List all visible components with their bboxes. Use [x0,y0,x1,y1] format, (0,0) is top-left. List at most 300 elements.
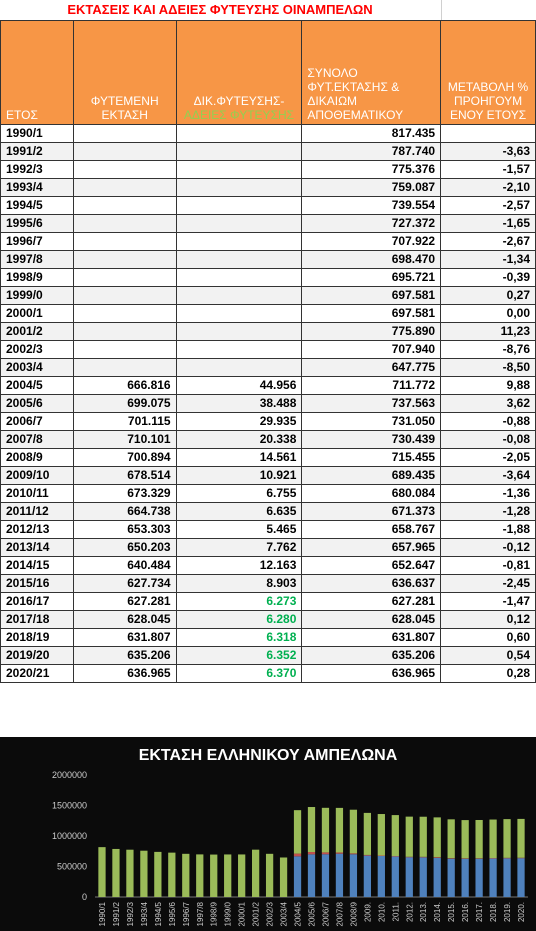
cell-planted [73,359,176,377]
cell-planted: 628.045 [73,611,176,629]
cell-rights [176,215,302,233]
header-total: ΣΥΝΟΛΟ ΦΥΤ.ΕΚΤΑΣΗΣ & ΔΙΚΑΙΩΜ ΑΠΟΘΕΜΑΤΙΚΟΥ [302,21,441,125]
cell-year: 2010/11 [1,485,74,503]
x-tick-label: 1992/3 [125,902,135,927]
x-tick-label: 2012. [405,902,415,923]
cell-year: 2011/12 [1,503,74,521]
x-tick-label: 2019. [503,902,513,923]
cell-planted [73,323,176,341]
bar-segment [322,808,329,853]
bar-segment [98,847,105,897]
y-tick-label: 0 [81,892,87,902]
cell-planted: 627.734 [73,575,176,593]
cell-year: 2017/18 [1,611,74,629]
cell-total: 628.045 [302,611,441,629]
cell-change: -3,64 [441,467,536,485]
cell-year: 1993/4 [1,179,74,197]
bar-segment [350,810,357,854]
cell-planted: 636.965 [73,665,176,683]
x-tick-label: 2000/1 [237,902,247,927]
cell-total: 727.372 [302,215,441,233]
cell-rights [176,197,302,215]
table-row [1,431,536,449]
bar-segment [448,819,455,858]
cell-year: 1995/6 [1,215,74,233]
cell-rights: 6.273 [176,593,302,611]
bar-segment [392,815,399,856]
x-tick-label: 1994/5 [153,902,163,927]
cell-change: -1,57 [441,161,536,179]
bar-segment [448,858,455,859]
cell-rights: 7.762 [176,539,302,557]
cell-planted [73,161,176,179]
bar-segment [322,852,329,854]
cell-total: 636.965 [302,665,441,683]
cell-change: -3,63 [441,143,536,161]
header-row [1,21,536,125]
cell-total: 680.084 [302,485,441,503]
cell-change: -8,76 [441,341,536,359]
cell-year: 1996/7 [1,233,74,251]
cell-change: -2,05 [441,449,536,467]
cell-change: -0,39 [441,269,536,287]
x-tick-label: 2005/6 [307,902,317,927]
cell-year: 2016/17 [1,593,74,611]
table-row [1,611,536,629]
bar-segment [420,857,427,858]
cell-total: 775.376 [302,161,441,179]
cell-year: 1998/9 [1,269,74,287]
cell-planted: 650.203 [73,539,176,557]
bar-segment [475,820,482,858]
x-tick-label: 2002/3 [265,902,275,927]
cell-rights [176,143,302,161]
cell-rights: 6.318 [176,629,302,647]
bar-segment [140,851,147,897]
table-row [1,521,536,539]
bar-segment [462,858,469,859]
bar-segment [406,857,413,897]
bar-segment [420,857,427,897]
table-row [1,575,536,593]
table-row [1,341,536,359]
bar-segment [434,857,441,858]
cell-change: -2,45 [441,575,536,593]
table-row [1,539,536,557]
cell-year: 2014/15 [1,557,74,575]
cell-total: 730.439 [302,431,441,449]
bar-segment [294,854,301,857]
x-tick-label: 1993/4 [139,902,149,927]
table-row [1,449,536,467]
bar-segment [336,854,343,897]
cell-rights: 5.465 [176,521,302,539]
table-row [1,269,536,287]
cell-year: 2009/10 [1,467,74,485]
cell-total: 636.637 [302,575,441,593]
cell-planted [73,269,176,287]
cell-year: 2000/1 [1,305,74,323]
x-tick-label: 1998/9 [209,902,219,927]
cell-rights: 8.903 [176,575,302,593]
cell-total: 657.965 [302,539,441,557]
cell-total: 698.470 [302,251,441,269]
bar-segment [420,817,427,857]
bar-segment [489,858,496,897]
x-tick-label: 1997/8 [195,902,205,927]
bar-segment [322,854,329,897]
bar-segment [489,820,496,859]
chart-panel [0,737,536,931]
cell-change: -2,67 [441,233,536,251]
cell-rights [176,269,302,287]
y-tick-label: 1500000 [51,800,87,811]
header-planted: ΦΥΤΕΜΕΝΗ ΕΚΤΑΣΗ [73,21,176,125]
cell-change: -2,57 [441,197,536,215]
cell-change: 11,23 [441,323,536,341]
bar-segment [182,854,189,897]
table-row [1,323,536,341]
cell-year: 2015/16 [1,575,74,593]
cell-year: 1992/3 [1,161,74,179]
bar-segment [294,856,301,897]
x-tick-label: 2011. [391,902,401,922]
cell-rights: 20.338 [176,431,302,449]
cell-planted: 700.894 [73,449,176,467]
gridline [441,0,442,20]
cell-total: 715.455 [302,449,441,467]
table-row [1,161,536,179]
cell-change: -0,81 [441,557,536,575]
bar-segment [392,856,399,897]
cell-planted [73,251,176,269]
bar-segment [406,857,413,858]
cell-year: 2001/2 [1,323,74,341]
cell-year: 2003/4 [1,359,74,377]
x-tick-label: 2010. [377,902,387,923]
bar-segment [364,855,371,856]
table-row [1,467,536,485]
bar-segment [517,858,524,897]
cell-total: 652.647 [302,557,441,575]
cell-change: -0,08 [441,431,536,449]
table-row [1,647,536,665]
table-row [1,215,536,233]
cell-rights: 44.956 [176,377,302,395]
cell-rights: 6.635 [176,503,302,521]
cell-rights: 6.280 [176,611,302,629]
bar-segment [112,849,119,897]
bar-segment [503,858,510,897]
cell-change: -1,34 [441,251,536,269]
cell-planted: 710.101 [73,431,176,449]
cell-planted: 673.329 [73,485,176,503]
cell-year: 2008/9 [1,449,74,467]
cell-change: -2,10 [441,179,536,197]
bar-segment [448,859,455,897]
cell-rights: 6.755 [176,485,302,503]
cell-change: 3,62 [441,395,536,413]
cell-change [441,125,536,143]
header-rights [176,21,302,125]
cell-total: 731.050 [302,413,441,431]
bar-segment [350,854,357,897]
bar-segment [378,856,385,897]
bar-segment [378,856,385,857]
bar-segment [503,858,510,859]
table-row [1,359,536,377]
cell-planted: 635.206 [73,647,176,665]
x-tick-label: 2014. [433,902,443,923]
header-rights-line2: ΑΔΕΙΕΣ ΦΥΤΕΥΣΗΣ [183,108,295,122]
table-row [1,143,536,161]
cell-planted [73,233,176,251]
bar-segment [503,819,510,858]
bar-segment [308,807,315,852]
cell-total: 737.563 [302,395,441,413]
x-tick-label: 2003/4 [279,902,289,927]
x-tick-label: 2008/9 [349,902,359,927]
header-rights-line1: ΔΙΚ.ΦΥΤΕΥΣΗΣ- [193,94,285,108]
cell-planted [73,215,176,233]
cell-planted [73,179,176,197]
cell-total: 631.807 [302,629,441,647]
cell-planted [73,305,176,323]
cell-year: 1994/5 [1,197,74,215]
bar-segment [308,854,315,897]
bar-segment [475,858,482,859]
cell-year: 2020/21 [1,665,74,683]
cell-change: 0,00 [441,305,536,323]
cell-planted: 640.484 [73,557,176,575]
cell-planted: 699.075 [73,395,176,413]
cell-total: 647.775 [302,359,441,377]
x-tick-label: 1999/0 [223,902,233,927]
cell-change: 0,54 [441,647,536,665]
table-body [1,125,536,683]
bar-segment [196,854,203,897]
y-tick-label: 1000000 [51,831,87,841]
cell-change: -0,88 [441,413,536,431]
x-tick-label: 2004/5 [293,902,303,927]
cell-year: 2002/3 [1,341,74,359]
cell-rights: 6.352 [176,647,302,665]
bar-segment [154,852,161,897]
y-tick-label: 500000 [56,861,87,872]
table-row [1,413,536,431]
data-table [0,20,536,683]
cell-year: 1991/2 [1,143,74,161]
cell-rights: 12.163 [176,557,302,575]
cell-total: 707.922 [302,233,441,251]
bar-segment [406,817,413,857]
table-row [1,287,536,305]
table-row [1,125,536,143]
cell-year: 2019/20 [1,647,74,665]
cell-total: 697.581 [302,305,441,323]
cell-total: 817.435 [302,125,441,143]
chart-svg [0,737,536,931]
bar-segment [364,856,371,897]
cell-planted [73,287,176,305]
table-row [1,485,536,503]
bar-segment [475,859,482,897]
table-row [1,305,536,323]
cell-change: 0,27 [441,287,536,305]
bar-segment [434,858,441,897]
bar-segment [350,853,357,854]
bar-segment [364,813,371,855]
cell-planted: 631.807 [73,629,176,647]
cell-change: -1,28 [441,503,536,521]
bar-segment [210,855,217,897]
cell-rights [176,251,302,269]
cell-rights: 6.370 [176,665,302,683]
table-row [1,377,536,395]
cell-rights [176,179,302,197]
bar-segment [126,850,133,897]
cell-planted: 678.514 [73,467,176,485]
bar-segment [336,808,343,853]
cell-change: -1,47 [441,593,536,611]
x-tick-label: 1995/6 [167,902,177,927]
x-tick-label: 2001/2 [251,902,261,927]
cell-total: 695.721 [302,269,441,287]
cell-rights: 29.935 [176,413,302,431]
table-row [1,629,536,647]
cell-planted: 664.738 [73,503,176,521]
cell-year: 1990/1 [1,125,74,143]
cell-year: 2012/13 [1,521,74,539]
table-row [1,503,536,521]
x-tick-label: 2007/8 [335,902,345,927]
table-row [1,197,536,215]
bar-segment [517,819,524,858]
cell-planted [73,143,176,161]
bar-segment [336,852,343,853]
cell-planted: 653.303 [73,521,176,539]
x-tick-label: 2016. [461,902,471,923]
cell-year: 2005/6 [1,395,74,413]
cell-total: 707.940 [302,341,441,359]
cell-change: -0,12 [441,539,536,557]
cell-planted [73,197,176,215]
cell-planted: 701.115 [73,413,176,431]
header-year: ΕΤΟΣ [1,21,74,125]
bar-segment [280,857,287,897]
table-row [1,665,536,683]
cell-rights: 14.561 [176,449,302,467]
cell-total: 739.554 [302,197,441,215]
cell-change: -1,65 [441,215,536,233]
y-tick-label: 2000000 [51,770,87,780]
x-tick-label: 1990/1 [97,902,107,927]
cell-rights [176,359,302,377]
cell-total: 775.890 [302,323,441,341]
x-tick-label: 2020. [517,902,527,923]
table-row [1,395,536,413]
cell-rights: 38.488 [176,395,302,413]
bar-segment [308,852,315,854]
bar-segment [392,856,399,857]
cell-year: 1997/8 [1,251,74,269]
cell-rights [176,161,302,179]
table-row [1,593,536,611]
cell-year: 2004/5 [1,377,74,395]
cell-change: 0,12 [441,611,536,629]
cell-total: 689.435 [302,467,441,485]
x-tick-label: 1991/2 [111,902,121,927]
cell-total: 671.373 [302,503,441,521]
bar-segment [168,853,175,897]
table-row [1,179,536,197]
bar-segment [489,858,496,859]
cell-year: 2013/14 [1,539,74,557]
x-tick-label: 1996/7 [181,902,191,927]
cell-change: -8,50 [441,359,536,377]
cell-year: 2018/19 [1,629,74,647]
cell-change: 0,60 [441,629,536,647]
bar-segment [294,810,301,853]
cell-total: 627.281 [302,593,441,611]
x-tick-label: 2013. [419,902,429,923]
cell-rights [176,233,302,251]
cell-year: 2007/8 [1,431,74,449]
cell-planted: 666.816 [73,377,176,395]
table-row [1,557,536,575]
cell-planted: 627.281 [73,593,176,611]
x-tick-label: 2006/7 [321,902,331,927]
cell-total: 759.087 [302,179,441,197]
cell-change: -1,36 [441,485,536,503]
cell-total: 697.581 [302,287,441,305]
bar-segment [252,850,259,897]
cell-planted [73,125,176,143]
cell-total: 711.772 [302,377,441,395]
bar-segment [378,814,385,855]
table-row [1,251,536,269]
x-tick-label: 2017. [475,902,485,923]
cell-rights [176,305,302,323]
cell-change: 0,28 [441,665,536,683]
cell-total: 787.740 [302,143,441,161]
cell-year: 1999/0 [1,287,74,305]
cell-total: 635.206 [302,647,441,665]
cell-rights: 10.921 [176,467,302,485]
bar-segment [266,854,273,897]
bar-segment [462,859,469,897]
cell-change: -1,88 [441,521,536,539]
x-tick-label: 2018. [489,902,499,923]
bar-segment [517,858,524,859]
bar-segment [224,854,231,897]
cell-total: 658.767 [302,521,441,539]
chart-title: ΕΚΤΑΣΗ ΕΛΛΗΝΙΚΟΥ ΑΜΠΕΛΩΝΑ [138,747,398,764]
cell-change: 9,88 [441,377,536,395]
cell-rights [176,125,302,143]
x-tick-label: 2015. [447,902,457,923]
header-change: ΜΕΤΑΒΟΛΗ % ΠΡΟΗΓΟΥΜ ΕΝΟΥ ΕΤΟΥΣ [441,21,536,125]
cell-rights [176,287,302,305]
sheet-title: ΕΚΤΑΣΕΙΣ ΚΑΙ ΑΔΕΙΕΣ ΦΥΤΕΥΣΗΣ ΟΙΝΑΜΠΕΛΩΝ [67,2,373,17]
table-row [1,233,536,251]
x-tick-label: 2009. [363,902,373,923]
cell-year: 2006/7 [1,413,74,431]
cell-rights [176,341,302,359]
bar-segment [462,820,469,858]
cell-rights [176,323,302,341]
bar-segment [434,817,441,857]
